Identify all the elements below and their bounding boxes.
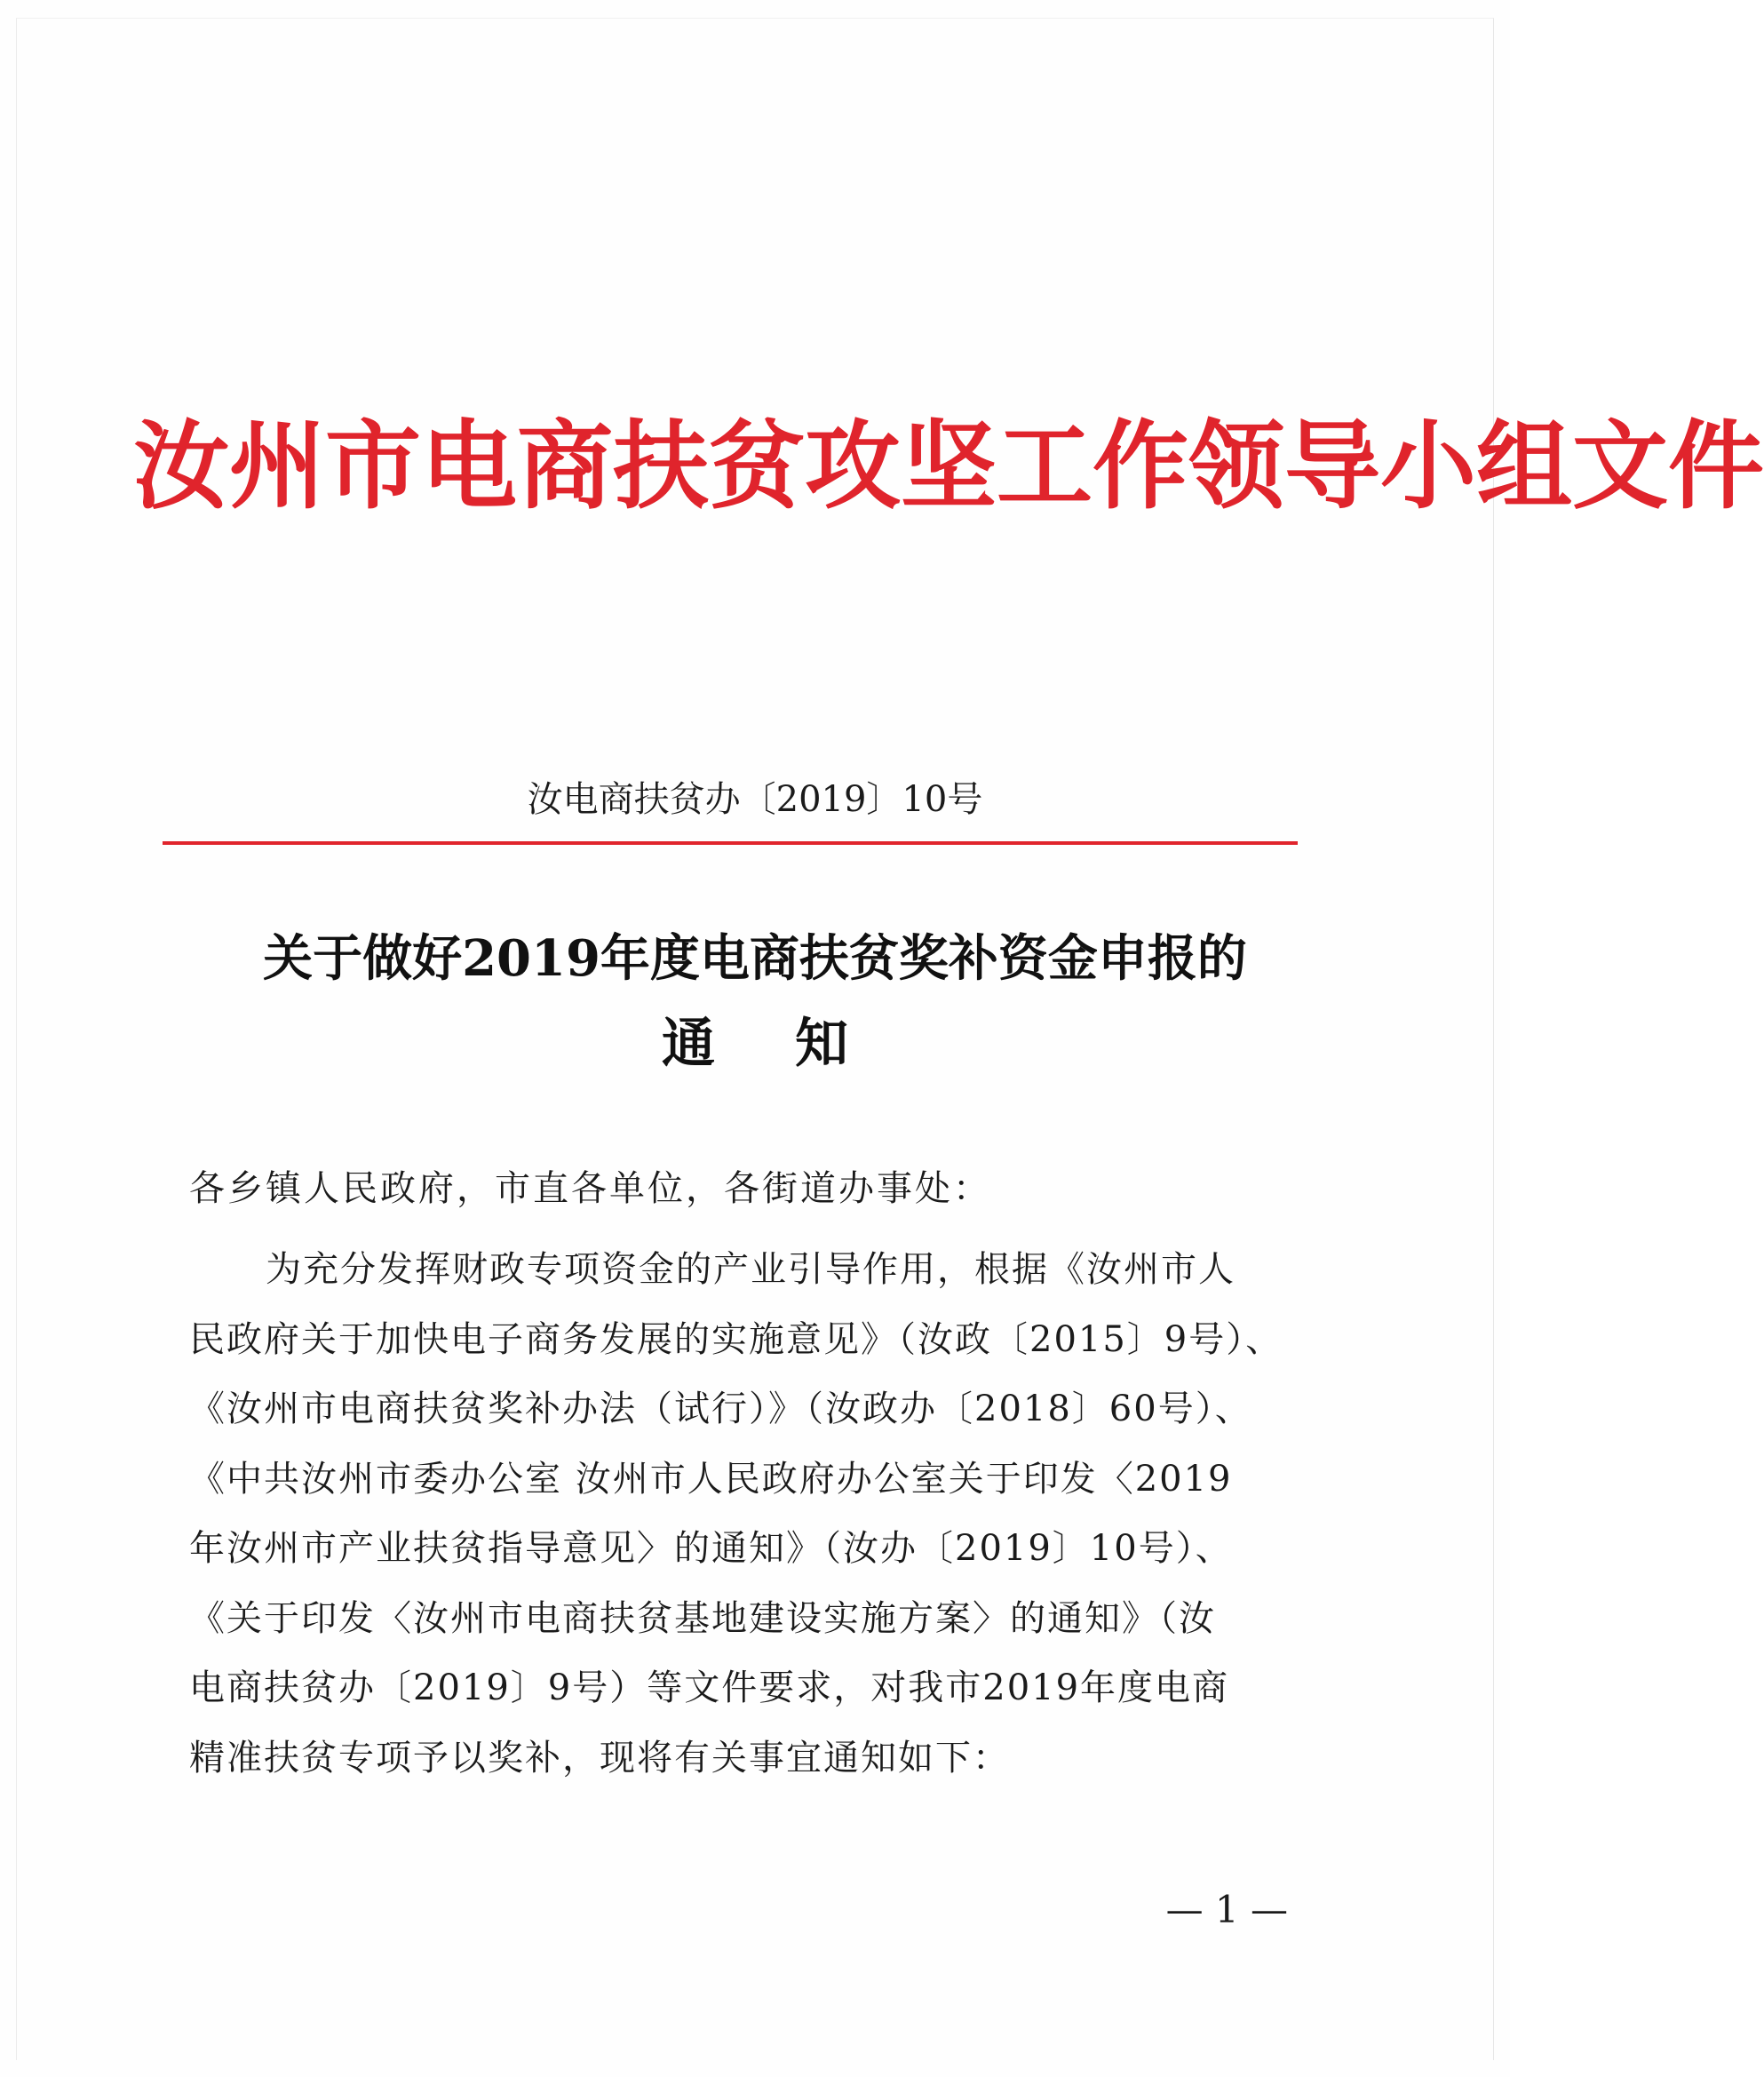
body-line: 电商扶贫办〔2019〕9号）等文件要求，对我市2019年度电商	[189, 1667, 1230, 1708]
notice-title: 关于做好2019年度电商扶贫奖补资金申报的	[263, 929, 1247, 988]
body-line: 《关于印发〈汝州市电商扶贫基地建设实施方案〉的通知》（汝	[189, 1597, 1216, 1639]
document-number: 汝电商扶贫办〔2019〕10号	[527, 779, 983, 820]
red-divider-line	[163, 841, 1298, 845]
body-line: 为充分发挥财政专项资金的产业引导作用，根据《汝州市人	[266, 1249, 1236, 1290]
body-paragraph	[189, 1235, 1308, 1793]
body-line: 精准扶贫专项予以奖补，现将有关事宜通知如下：	[189, 1737, 1010, 1779]
body-line: 《汝州市电商扶贫奖补办法（试行）》（汝政办〔2018〕60号）、	[189, 1389, 1252, 1429]
page-number: — 1 —	[1165, 1888, 1288, 1931]
body-line: 年汝州市产业扶贫指导意见〉的通知》（汝办〔2019〕10号）、	[189, 1528, 1233, 1569]
issuer-title: 汝州市电商扶贫攻坚工作领导小组文件	[133, 410, 1764, 522]
body-line: 民政府关于加快电子商务发展的实施意见》（汝政〔2015〕9号）、	[189, 1318, 1283, 1360]
body-line: 《中共汝州市委办公室 汝州市人民政府办公室关于印发〈2019	[189, 1458, 1233, 1500]
notice-title-second-line: 通知	[662, 1013, 928, 1075]
addressee-line: 各乡镇人民政府，市直各单位，各街道办事处：	[189, 1168, 991, 1209]
